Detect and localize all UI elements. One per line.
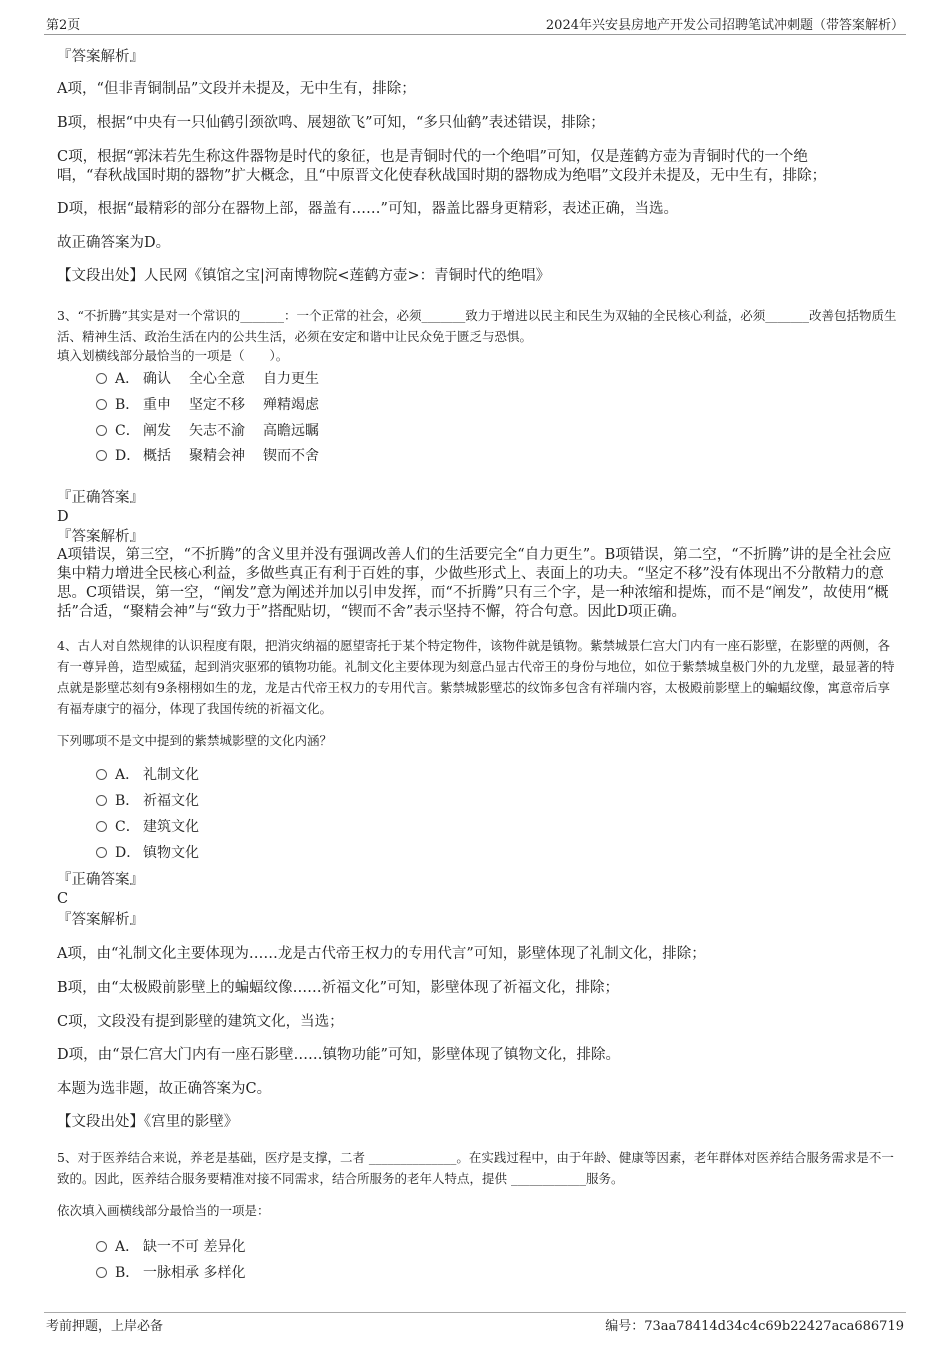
q4-correct-answer: 本题为选非题，故正确答案为C。 <box>57 1081 272 1097</box>
q3-option-c[interactable]: C． 阐发 矢志不渝 高瞻远瞩 <box>96 421 337 441</box>
q3-option-b[interactable]: B． 重申 坚定不移 殚精竭虑 <box>96 395 337 415</box>
q4-option-d[interactable]: D． 镇物文化 <box>96 843 199 863</box>
radio-icon[interactable] <box>96 1267 107 1278</box>
q4-answer-heading: 『正确答案』 <box>57 872 144 888</box>
q3-analysis-heading: 『答案解析』 <box>57 529 144 545</box>
radio-icon[interactable] <box>96 795 107 806</box>
q3-analysis: A项错误，第三空，“不折腾”的含义里并没有强调改善人们的生活要完全“自力更生”。B项错误，第二空，“不折腾”讲的是全社会应集中精力增进全民核心利益，多做些真正有利于百姓的事，少做些形式上、表面上的功夫。“坚定不移”没有体现出不分散精力的意思。C项错误，第一空，“阐发”意为阐述并加以引申发挥，而“不折腾”只有三个字，是一种浓缩和提炼，而不是“阐发”，故使用“概括”合适，“聚精会神”与“致力于”搭配贴切，“锲而不舍”表示坚持不懈，符合句意。因此D项正确。 <box>57 547 892 620</box>
q4-analysis-b: B项，由“太极殿前影壁上的蝙蝠纹像……祈福文化”可知，影壁体现了祈福文化，排除； <box>57 980 619 996</box>
footer-serial: 编号：73aa78414d34c4c69b22427aca686719 <box>605 1319 904 1334</box>
q5-prompt: 依次填入画横线部分最恰当的一项是： <box>57 1203 270 1218</box>
q4-answer: C <box>57 891 69 907</box>
q3-option-a[interactable]: A． 确认 全心全意 自力更生 <box>96 369 337 389</box>
radio-icon[interactable] <box>96 847 107 858</box>
q4-option-a[interactable]: A． 礼制文化 <box>96 765 199 785</box>
q2-correct-answer: 故正确答案为D。 <box>57 235 171 251</box>
radio-icon[interactable] <box>96 450 107 461</box>
q2-analysis-heading: 『答案解析』 <box>57 49 144 65</box>
q2-analysis-c: C项，根据“郭沫若先生称这件器物是时代的象征，也是青铜时代的一个绝唱”可知，仅是莲鹤方壶为青铜时代的一个绝唱，“春秋战国时期的器物”扩大概念，且“中原晋文化使春秋战国时期的器物成为绝唱”文段并未提及，无中生有，排除； <box>57 149 827 184</box>
radio-icon[interactable] <box>96 373 107 384</box>
page-number: 第2页 <box>46 18 81 33</box>
q3-answer: D <box>57 509 69 525</box>
q5-option-a[interactable]: A． 缺一不可 差异化 <box>96 1237 245 1257</box>
q4-prompt: 下列哪项不是文中提到的紫禁城影壁的文化内涵？ <box>57 733 333 748</box>
radio-icon[interactable] <box>96 399 107 410</box>
page-header <box>44 0 906 35</box>
q4-source: 【文段出处】《宫里的影壁》 <box>57 1114 239 1130</box>
radio-icon[interactable] <box>96 1241 107 1252</box>
radio-icon[interactable] <box>96 769 107 780</box>
q2-analysis-a: A项，“但非青铜制品”文段并未提及，无中生有，排除； <box>57 81 416 97</box>
q2-analysis-d: D项，根据“最精彩的部分在器物上部，器盖有……”可知，器盖比器身更精彩，表述正确，当选。 <box>57 201 678 217</box>
q3-prompt: 填入划横线部分最恰当的一项是（ ）。 <box>57 348 289 363</box>
page-footer <box>44 1312 906 1341</box>
q4-option-b[interactable]: B． 祈福文化 <box>96 791 199 811</box>
q4-analysis-c: C项，文段没有提到影壁的建筑文化，当选； <box>57 1014 344 1030</box>
footer-slogan: 考前押题，上岸必备 <box>46 1319 164 1334</box>
radio-icon[interactable] <box>96 425 107 436</box>
q4-analysis-d: D项，由“景仁宫大门内有一座石影壁……镇物功能”可知，影壁体现了镇物文化，排除。 <box>57 1047 620 1063</box>
q2-source: 【文段出处】人民网《镇馆之宝|河南博物院<莲鹤方壶>：青铜时代的绝唱》 <box>57 268 551 284</box>
q4-option-c[interactable]: C． 建筑文化 <box>96 817 199 837</box>
q3-option-d[interactable]: D． 概括 聚精会神 锲而不舍 <box>96 446 337 466</box>
q4-analysis-a: A项，由“礼制文化主要体现为……龙是古代帝王权力的专用代言”可知，影壁体现了礼制文化，排除； <box>57 946 706 962</box>
q3-answer-heading: 『正确答案』 <box>57 490 144 506</box>
radio-icon[interactable] <box>96 821 107 832</box>
q2-analysis-b: B项，根据“中央有一只仙鹤引颈欲鸣、展翅欲飞”可知，“多只仙鹤”表述错误，排除； <box>57 115 605 131</box>
q4-analysis-heading: 『答案解析』 <box>57 912 144 928</box>
q4-stem: 4、古人对自然规律的认识程度有限，把消灾纳福的愿望寄托于某个特定物件，该物件就是镇物。紫禁城景仁宫大门内有一座石影壁，在影壁的两侧，各有一尊异兽，造型威猛，起到消灾驱邪的镇物功能。礼制文化主要体现为刻意凸显古代帝王的身份与地位，如位于紫禁城皇极门外的九龙壁，最显著的特点就是影壁芯刻有9条栩栩如生的龙，龙是古代帝王权力的专用代言。紫禁城影壁芯的纹饰多包含有祥瑞内容，太极殿前影壁上的蝙蝠纹像，寓意帝后享有福寿康宁的福分，体现了我国传统的祈福文化。 <box>57 638 895 716</box>
q5-option-b[interactable]: B． 一脉相承 多样化 <box>96 1263 245 1283</box>
q3-stem: 3、“不折腾”其实是对一个常识的_______：一个正常的社会，必须_______致力于增进以民主和民生为双轴的全民核心利益，必须_______改善包括物质生活、精神生活、政治生活在内的公共生活，必须在安定和谐中让民众免于匮乏与恐惧。 <box>57 308 897 344</box>
document-title: 2024年兴安县房地产开发公司招聘笔试冲刺题（带答案解析） <box>545 18 904 33</box>
q5-stem: 5、对于医养结合来说，养老是基础，医疗是支撑，二者 ______________。在实践过程中，由于年龄、健康等因素，老年群体对医养结合服务需求是不一致的。因此，医养结合服务要精准对接不同需求，结合所服务的老年人特点，提供 ____________服务。 <box>57 1150 894 1186</box>
